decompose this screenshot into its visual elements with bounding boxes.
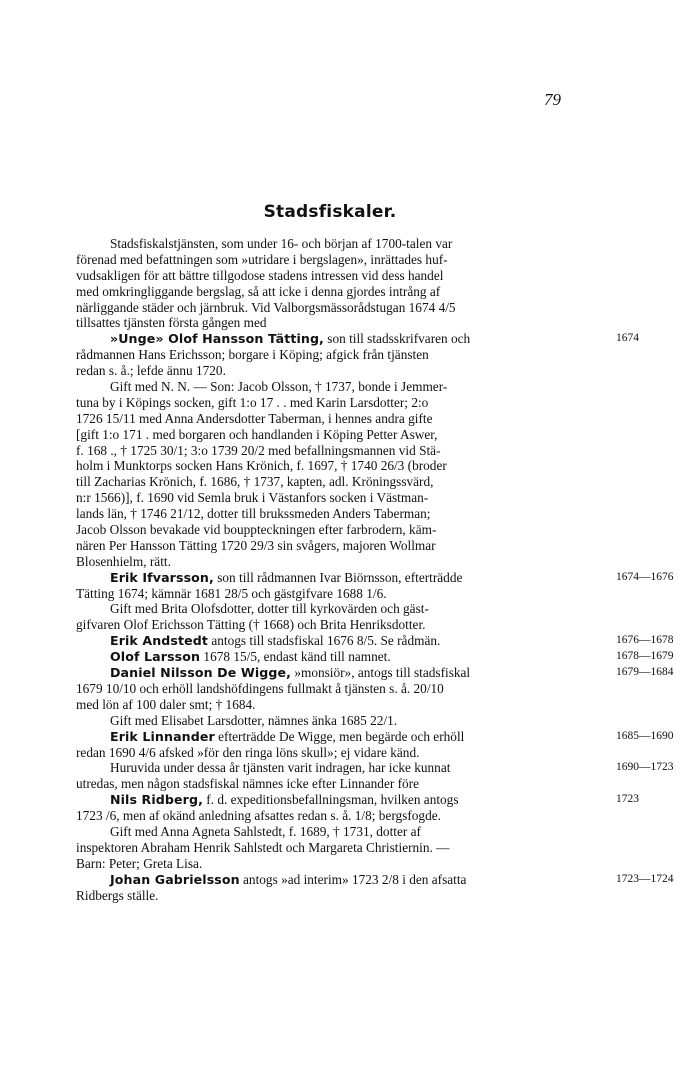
text-line [76, 569, 674, 586]
text-line [76, 808, 576, 824]
page-number: 79 [544, 90, 561, 109]
line-text: holm i Munktorps socken Hans Krönich, f. 1697, † 1740 26/3 (broder [76, 458, 447, 474]
margin-years: 1723—1724 [616, 872, 674, 885]
text-line [76, 728, 674, 745]
line-text: f. d. expeditionsbefallningsman, hvilken antogs [202, 792, 459, 808]
text-line [76, 427, 576, 443]
text-line [76, 315, 576, 331]
person-name: Johan Gabrielsson [110, 871, 240, 887]
text-line [76, 856, 576, 872]
line-text: 1723 /6, men af okänd anledning afsattes redan s. å. 1/8; bergsfogde. [76, 808, 441, 824]
line-text: inspektoren Abraham Henrik Sahlstedt och Margareta Christiernin. — [76, 839, 450, 855]
person-name: Erik Linnander [110, 728, 215, 744]
line-text: till Zacharias Krönich, f. 1686, † 1737, kapten, adl. Kröningssvärd, [76, 474, 434, 490]
person-name: Erik Ifvarsson, [110, 569, 214, 585]
line-text: 1679 10/10 och erhöll landshöfdingens fullmakt å tjänsten s. å. 20/10 [76, 680, 444, 696]
line-text: n:r 1566)], f. 1690 vid Semla bruk i Västanfors socken i Västman- [76, 490, 429, 506]
margin-years: 1685—1690 [616, 729, 674, 742]
line-text: förenad med befattningen som »utridare i bergslagen», inrättades huf- [76, 251, 448, 267]
text-line [76, 617, 576, 633]
margin-years: 1679—1684 [616, 666, 674, 679]
text-line [76, 697, 576, 713]
line-text: gifvaren Olof Erichsson Tätting († 1668) och Brita Henriksdotter. [76, 617, 426, 633]
line-text: antogs »ad interim» 1723 2/8 i den afsatta [239, 871, 467, 887]
margin-years: 1674—1676 [616, 570, 674, 583]
text-line [76, 760, 674, 776]
line-text: Ridbergs ställe. [76, 887, 159, 903]
line-text: Huruvida under dessa år tjänsten varit indragen, har icke kunnat [110, 760, 451, 776]
text-line [76, 252, 576, 268]
document-body [76, 236, 674, 903]
person-name: »Unge» Olof Hansson Tätting, [110, 331, 324, 347]
line-text: son till rådmannen Ivar Biörnsson, efterträdde [213, 569, 463, 585]
line-text: rådmannen Hans Erichsson; borgare i Köping; afgick från tjänsten [76, 347, 429, 363]
text-line [76, 443, 576, 459]
line-text: nären Per Hansson Tätting 1720 29/3 sin svågers, majoren Wollmar [76, 537, 436, 553]
line-text: Blosenhielm, rätt. [76, 553, 171, 569]
text-line [76, 347, 576, 363]
margin-years: 1690—1723 [616, 761, 674, 774]
text-line [76, 776, 576, 792]
line-text: med omkringliggande bergslag, så att icke i denna gjordes intrång af [76, 283, 441, 299]
text-line [76, 379, 576, 395]
person-name: Daniel Nilsson De Wigge, [110, 665, 291, 681]
text-line [76, 745, 576, 761]
line-text: »monsiör», antogs till stadsfiskal [291, 665, 471, 681]
line-text: närliggande städer och järnbruk. Vid Valborgsmässorådstugan 1674 4/5 [76, 299, 456, 315]
line-text: med lön af 100 daler smt; † 1684. [76, 696, 256, 712]
text-line [76, 665, 674, 681]
text-line [76, 586, 576, 602]
text-line [76, 490, 576, 506]
text-line [76, 713, 576, 729]
text-line [76, 331, 639, 347]
text-line [76, 236, 576, 252]
text-line [76, 649, 674, 665]
text-line [76, 601, 576, 617]
text-line [76, 363, 576, 379]
line-text: 1678 15/5, endast känd till namnet. [200, 649, 391, 665]
line-text: 1726 15/11 med Anna Andersdotter Taberman, i hennes andra gifte [76, 410, 433, 426]
person-name: Olof Larsson [110, 649, 201, 665]
line-text: Barn: Peter; Greta Lisa. [76, 855, 203, 871]
line-text: Gift med Brita Olofsdotter, dotter till kyrkovärden och gäst- [110, 601, 429, 617]
text-line [76, 888, 576, 904]
line-text: tillsattes tjänsten första gången med [76, 315, 267, 331]
line-text: Gift med N. N. — Son: Jacob Olsson, † 1737, bonde i Jemmer- [110, 379, 448, 395]
text-line [76, 506, 576, 522]
text-line [76, 824, 576, 840]
text-line [76, 395, 576, 411]
text-line [76, 792, 639, 808]
line-text: tuna by i Köpings socken, gift 1:o 17 . . med Karin Larsdotter; 2:o [76, 394, 429, 410]
text-line [76, 871, 674, 888]
text-line [76, 633, 674, 649]
line-text: redan s. å.; lefde ännu 1720. [76, 363, 226, 379]
line-text: redan 1690 4/6 afsked »för den ringa löns skull»; ej vidare känd. [76, 744, 420, 760]
person-name: Nils Ridberg, [110, 792, 203, 808]
line-text: Jacob Olsson bevakade vid bouppteckningen efter farbrodern, käm- [76, 522, 437, 538]
text-line [76, 284, 576, 300]
line-text: efterträdde De Wigge, men begärde och erhöll [214, 728, 465, 744]
margin-years: 1678—1679 [616, 650, 674, 663]
line-text: Gift med Elisabet Larsdotter, nämnes änka 1685 22/1. [110, 712, 398, 728]
text-line [76, 300, 576, 316]
line-text: vudsakligen för att bättre tillgodose stadens intressen vid dess handel [76, 267, 444, 283]
margin-years: 1723 [616, 793, 639, 806]
text-line [76, 840, 576, 856]
margin-years: 1674 [616, 332, 639, 345]
line-text: [gift 1:o 171 . med borgaren och handlanden i Köping Petter Aswer, [76, 426, 438, 442]
line-text: son till stadsskrifvaren och [323, 331, 471, 347]
line-text: Stadsfiskalstjänsten, som under 16- och början af 1700-talen var [110, 236, 453, 251]
line-text: Tätting 1674; kämnär 1681 28/5 och gästgifvare 1688 1/6. [76, 585, 387, 601]
text-line [76, 458, 576, 474]
text-line [76, 538, 576, 554]
line-text: lands län, † 1746 21/12, dotter till brukssmeden Anders Taberman; [76, 506, 431, 522]
text-line [76, 474, 576, 490]
text-line [76, 554, 576, 570]
text-line [76, 411, 576, 427]
line-text: antogs till stadsfiskal 1676 8/5. Se rådmän. [208, 633, 441, 649]
line-text: utredas, men någon stadsfiskal nämnes icke efter Linnander före [76, 776, 420, 792]
text-line [76, 522, 576, 538]
text-line [76, 681, 576, 697]
section-title: Stadsfiskaler. [263, 202, 397, 222]
text-line [76, 268, 576, 284]
person-name: Erik Andstedt [110, 633, 209, 649]
margin-years: 1676—1678 [616, 634, 674, 647]
line-text: f. 168 ., † 1725 30/1; 3:o 1739 20/2 med befallningsmannen vid Stä- [76, 442, 441, 458]
line-text: Gift med Anna Agneta Sahlstedt, f. 1689, † 1731, dotter af [110, 823, 421, 839]
